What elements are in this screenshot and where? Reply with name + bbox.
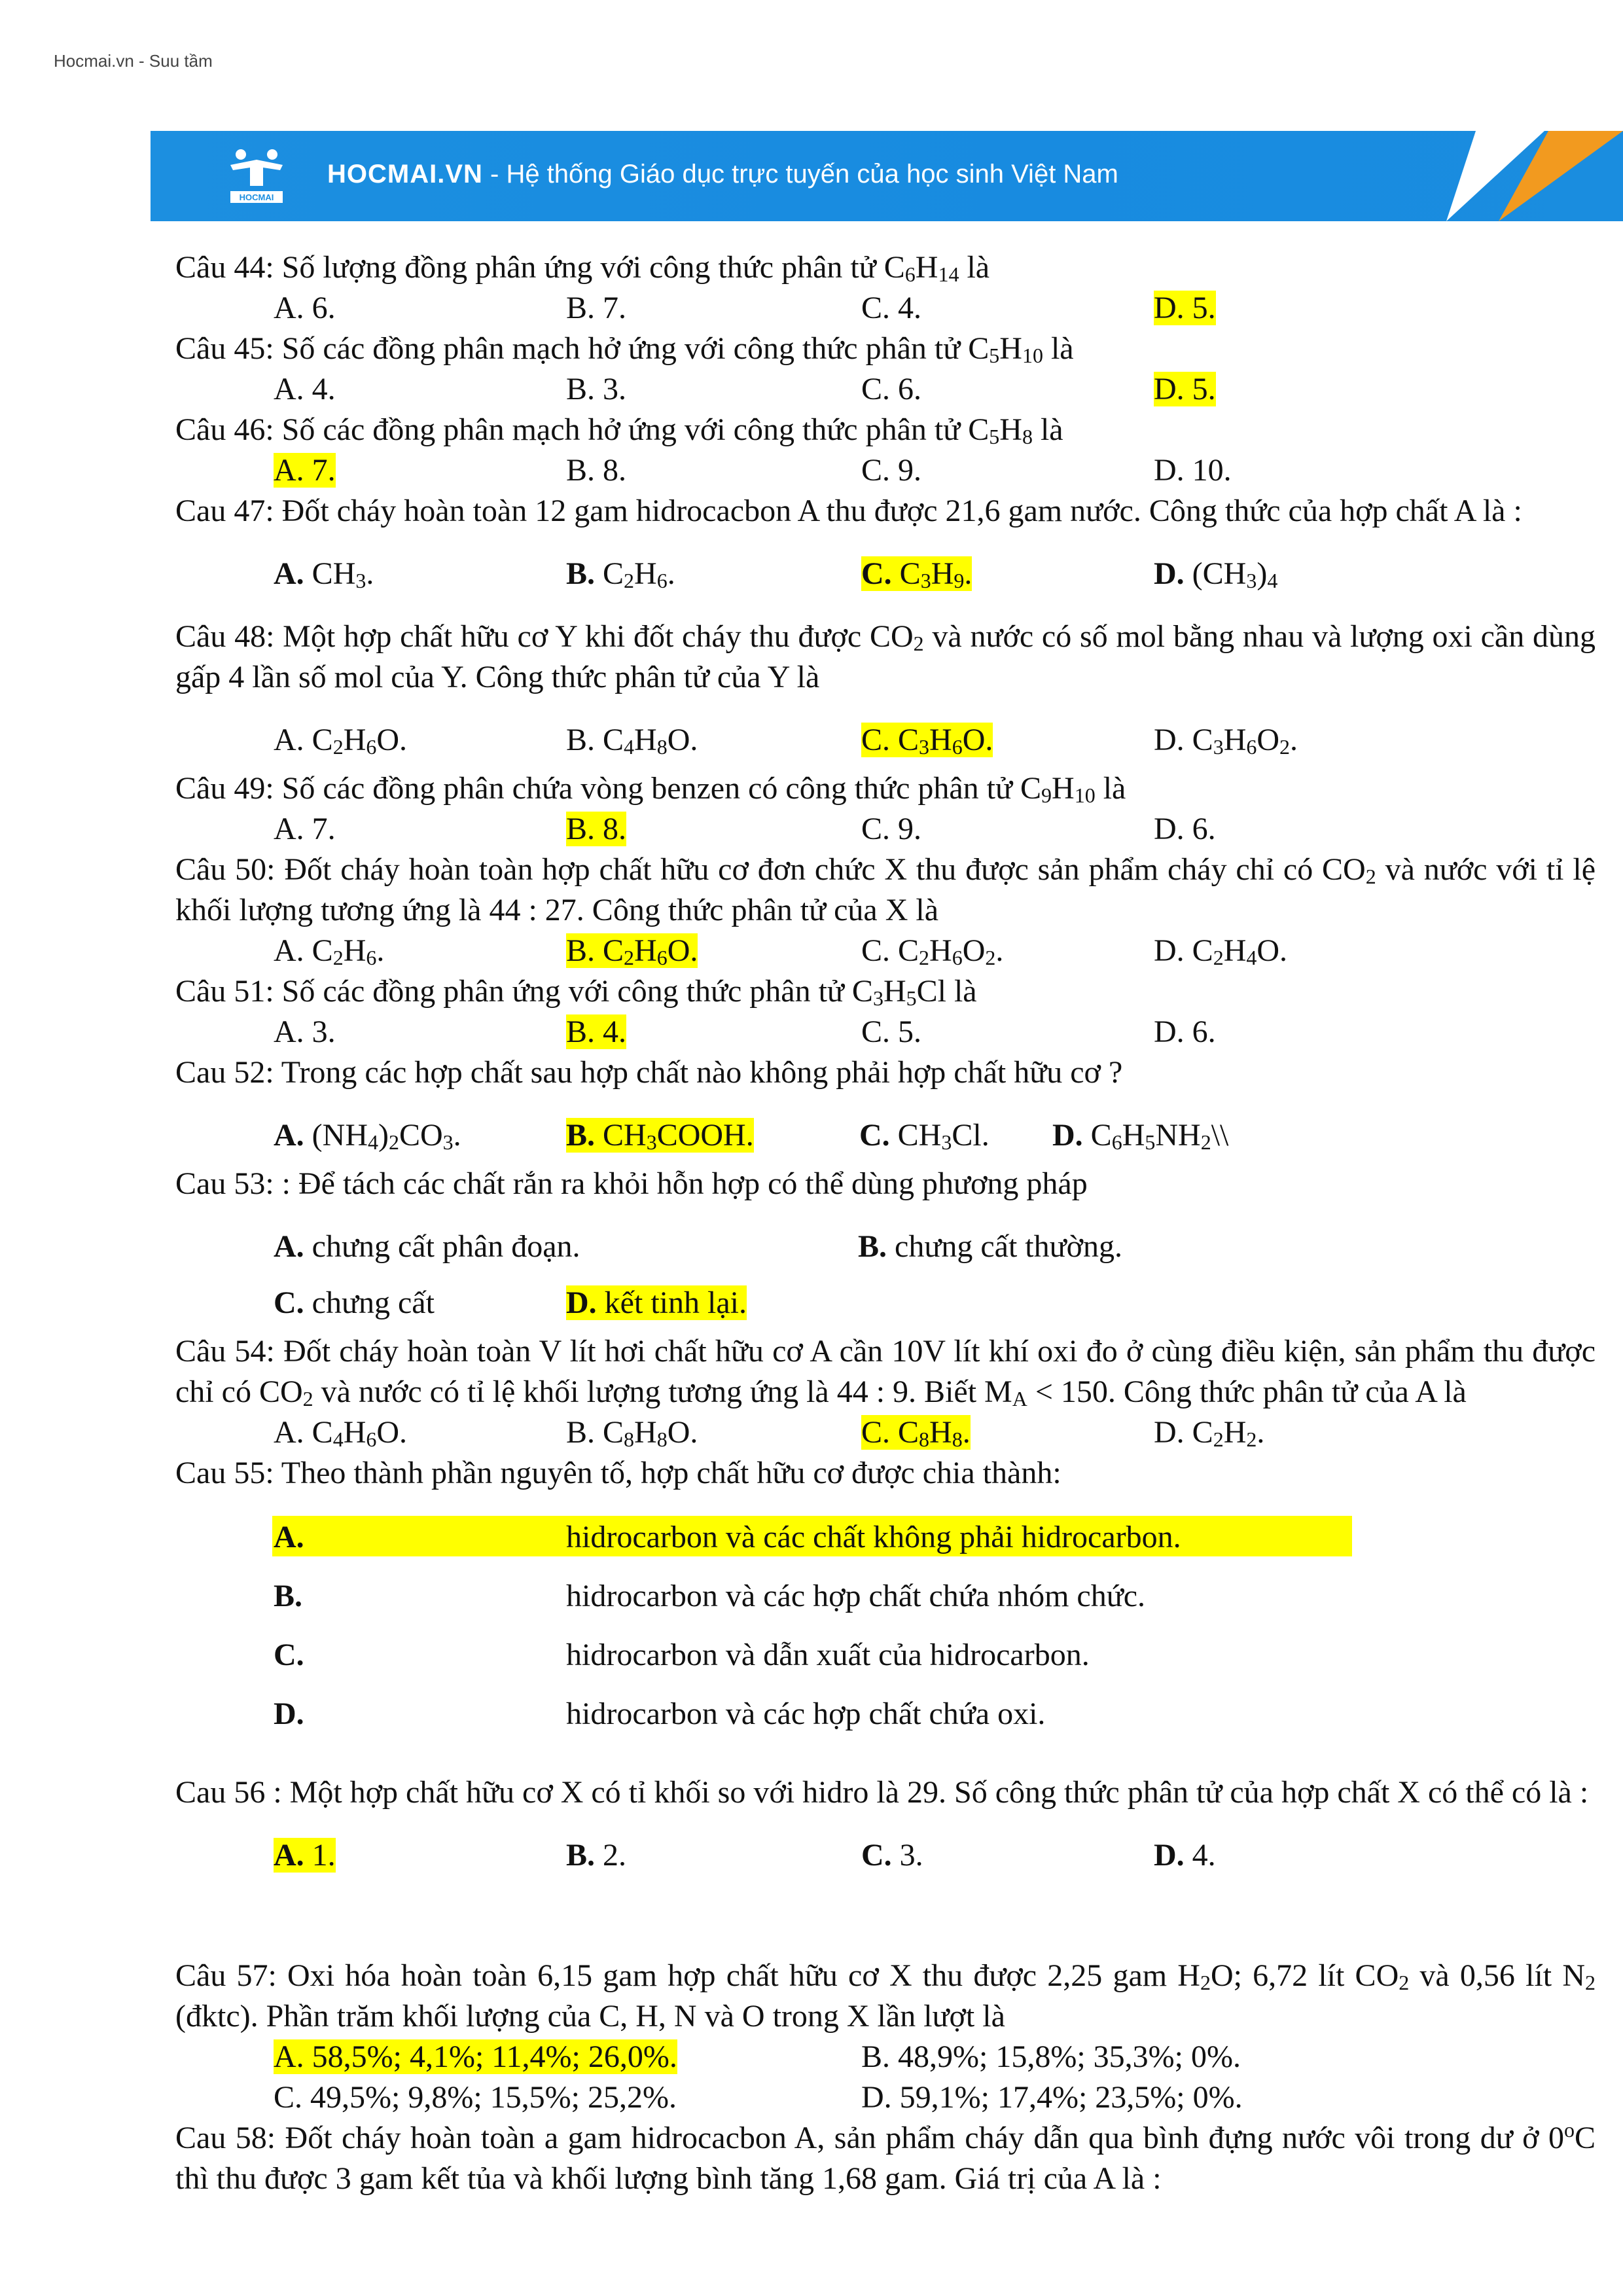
option-d[interactable]: D. $(CH_3)_4$ [1154,556,1278,592]
option-d[interactable] [566,1275,747,1331]
option-a[interactable]: A. 7. [274,812,336,846]
option-a[interactable]: A. 6. [274,291,336,325]
option-a[interactable]: A. 4. [274,372,336,406]
option-c[interactable] [861,712,993,768]
option-d[interactable]: D. 6. [1154,1014,1216,1049]
option-d[interactable]: D. $C_2H_2$. [1154,1415,1265,1451]
option-a[interactable]: A. $C_4H_6O$. [274,1415,408,1451]
option-d[interactable]: D. 59,1%; 17,4%; 23,5%; 0%. [861,2080,1243,2115]
option-d[interactable] [1154,369,1216,410]
options-row [175,1107,1596,1164]
option-b[interactable]: B. 3. [566,372,627,406]
option-letter: B. [274,1579,303,1613]
option-c[interactable]: C. $C_2H_6O_2$. [861,933,1004,969]
option-d[interactable]: D. 6. [1154,812,1216,846]
option-b[interactable]: B. 48,9%; 15,8%; 35,3%; 0%. [861,2039,1241,2074]
option-text: hidrocarbon và các chất không phải hidrocarbon. [566,1520,1181,1554]
options-row [175,1219,1596,1275]
answer-highlight: A. 1. [274,1838,336,1873]
option-d[interactable]: D. $C_6H_5NH_2\backslash\backslash$ [1052,1118,1229,1154]
option-letter: D. [274,1696,304,1731]
banner-title [327,160,1118,189]
question-stem-q47: Cau 47: Đốt cháy hoàn toàn 12 gam hidrocacbon A thu được 21,6 gam nước. Công thức của hợp chất A là : [175,493,1522,528]
option-c[interactable]: C. $CH_3Cl$. [859,1118,990,1154]
logo-caption: HOCMAI [239,192,274,202]
question-stem-q49: Câu 49: Số các đồng phân chứa vòng benzen có công thức phân tử $C_9H_{10}$ là [175,771,1126,807]
option-c[interactable]: C. 6. [861,372,922,406]
question-stem-q50: Câu 50: Đốt cháy hoàn toàn hợp chất hữu cơ đơn chức X thu được sản phẩm cháy chỉ có $CO_2$ và nước với tỉ lệ khối lượng tương ứng là 44 : 27. Công thức phân tử của X là [175,852,1596,927]
question-stem-q57: Câu 57: Oxi hóa hoàn toàn 6,15 gam hợp chất hữu cơ X thu được 2,25 gam $H_2O$; 6,72 lít $CO_2$ và 0,56 lít $N_2$ (đktc). Phần trăm khối lượng của C, H, N và O trong X lần lượt là [175,1958,1596,2034]
options-row [175,1012,1596,1052]
question-stem-q52: Cau 52: Trong các hợp chất sau hợp chất nào không phải hợp chất hữu cơ ? [175,1055,1123,1090]
option-b[interactable] [566,1012,626,1052]
option-a[interactable]: A. $C_2H_6O$. [274,723,408,759]
question-stem-q51: Câu 51: Số các đồng phân ứng với công thức phân tử $C_3H_5Cl$ là [175,974,977,1010]
option-b[interactable] [566,931,698,971]
question-stem-q53: Cau 53: : Để tách các chất rắn ra khỏi hỗn hợp có thể dùng phương pháp [175,1166,1088,1201]
options-row [175,931,1596,971]
question-stem-q46: Câu 46: Số các đồng phân mạch hở ứng với công thức phân tử $C_5H_8$ là [175,412,1063,448]
question-stem-q58: Cau 58: Đốt cháy hoàn toàn a gam hidrocacbon A, sản phẩm cháy dẫn qua bình đựng nước vôi trong dư ở 0$^o$C thì thu được 3 gam kết tủa và khối lượng bình tăng 1,68 gam. Giá trị của A là : [175,2118,1596,2196]
answer-highlight: B. $C_2H_6O$. [566,933,698,969]
option-c[interactable]: C. chưng cất [274,1285,435,1320]
options-row [175,809,1596,850]
options-row [175,369,1596,410]
option-a[interactable] [274,450,336,491]
option-text: hidrocarbon và các hợp chất chứa oxi. [566,1696,1046,1731]
question-stem-q56: Cau 56 : Một hợp chất hữu cơ X có tỉ khối so với hidro là 29. Số công thức phân tử của hợp chất X có thể có là : [175,1775,1589,1810]
answer-highlight: B. 8. [566,812,627,846]
option-d[interactable]: D. $C_3H_6O_2$. [1154,723,1298,759]
option-b[interactable]: B. $C_8H_8O$. [566,1415,698,1451]
question-stem-q55: Cau 55: Theo thành phần nguyên tố, hợp chất hữu cơ được chia thành: [175,1456,1061,1490]
answer-highlight: A. 7. [274,453,336,488]
option-c[interactable] [861,1412,971,1453]
answer-highlight: C. $C_3H_9$. [861,556,972,592]
question-list [175,247,1596,2199]
answer-highlight: B. $CH_3COOH$. [566,1118,754,1154]
option-a[interactable]: A. 3. [274,1014,336,1049]
question-stem-q48: Câu 48: Một hợp chất hữu cơ Y khi đốt cháy thu được $CO_2$ và nước có số mol bằng nhau và lượng oxi cần dùng gấp 4 lần số mol của Y. Công thức phân tử của Y là [175,619,1596,694]
answer-highlight: D. 5. [1154,291,1216,325]
options-row [175,1827,1596,1884]
question-stem-q45: Câu 45: Số các đồng phân mạch hở ứng với công thức phân tử $C_5H_{10}$ là [175,331,1074,367]
options-row [175,2037,1596,2077]
option-a[interactable]: A. $(NH_4)_2CO_3$. [274,1118,461,1154]
option-letter: C. [274,1638,304,1672]
answer-highlight: C. $C_8H_8$. [861,1415,971,1451]
brand-name: HOCMAI.VN [327,160,483,188]
option-letter: A. [274,1520,304,1554]
source-note: Hocmai.vn - Suu tầm [54,51,213,71]
option-a[interactable]: A. chưng cất phân đoạn. [274,1229,580,1264]
option-d[interactable]: D. $C_2H_4O$. [1154,933,1288,969]
option-b[interactable] [566,809,626,850]
option-b[interactable]: B. $C_2H_6$. [566,556,675,592]
option-c[interactable]: C. 9. [861,812,922,846]
answer-highlight: D. 5. [1154,372,1216,406]
option-d[interactable]: D. 10. [1154,453,1232,488]
option-b[interactable]: B. 8. [566,453,627,488]
option-row[interactable] [175,1567,1596,1626]
question-stem-q54: Câu 54: Đốt cháy hoàn toàn V lít hơi chất hữu cơ A cần 10V lít khí oxi đo ở cùng điều kiện, sản phẩm thu được chỉ có $CO_2$ và nước có tỉ lệ khối lượng tương ứng là 44 : 9. Biết $M_A < 150$. Công thức phân tử của A là [175,1334,1596,1410]
answer-highlight: A. 58,5%; 4,1%; 11,4%; 26,0%. [274,2039,677,2074]
banner-tagline: - Hệ thống Giáo dục trực tuyến của học sinh Việt Nam [482,160,1118,188]
option-a[interactable]: A. $CH_3$. [274,556,374,592]
options-row [175,546,1596,602]
option-a[interactable] [274,1827,336,1884]
options-row [175,1275,1596,1331]
options-row [175,2077,1596,2118]
option-row[interactable] [175,1685,1596,1744]
option-b[interactable] [566,1107,754,1164]
answer-highlight: B. 4. [566,1014,627,1049]
option-b[interactable]: B. chưng cất thường. [858,1229,1123,1264]
option-row[interactable] [175,1626,1596,1685]
hocmai-logo-icon [224,145,289,208]
option-b[interactable]: B. 2. [566,1838,627,1873]
options-row [175,288,1596,329]
option-c[interactable]: C. 9. [861,453,922,488]
header-banner [151,131,1623,221]
options-row [175,712,1596,768]
answer-highlight: D. kết tinh lại. [566,1285,747,1320]
option-c[interactable]: C. 4. [861,291,922,325]
option-d[interactable] [1154,288,1216,329]
options-row [175,1412,1596,1453]
options-row [175,450,1596,491]
option-a[interactable] [274,2037,677,2077]
option-row[interactable] [175,1508,1596,1567]
option-d[interactable]: D. 4. [1154,1838,1216,1873]
option-c[interactable]: C. 3. [861,1838,923,1873]
option-b[interactable]: B. 7. [566,291,627,325]
option-b[interactable]: B. $C_4H_8O$. [566,723,698,759]
option-a[interactable]: A. $C_2H_6$. [274,933,385,969]
option-c[interactable] [861,546,972,602]
option-c[interactable]: C. 5. [861,1014,922,1049]
option-text: hidrocarbon và dẫn xuất của hidrocarbon. [566,1638,1090,1672]
answer-highlight: C. $C_3H_6O$. [861,723,993,759]
option-c[interactable]: C. 49,5%; 9,8%; 15,5%; 25,2%. [274,2080,677,2115]
question-stem-q44: Câu 44: Số lượng đồng phân ứng với công thức phân tử $C_6H_{14}$ là [175,250,990,286]
option-text: hidrocarbon và các hợp chất chứa nhóm chức. [566,1579,1146,1613]
